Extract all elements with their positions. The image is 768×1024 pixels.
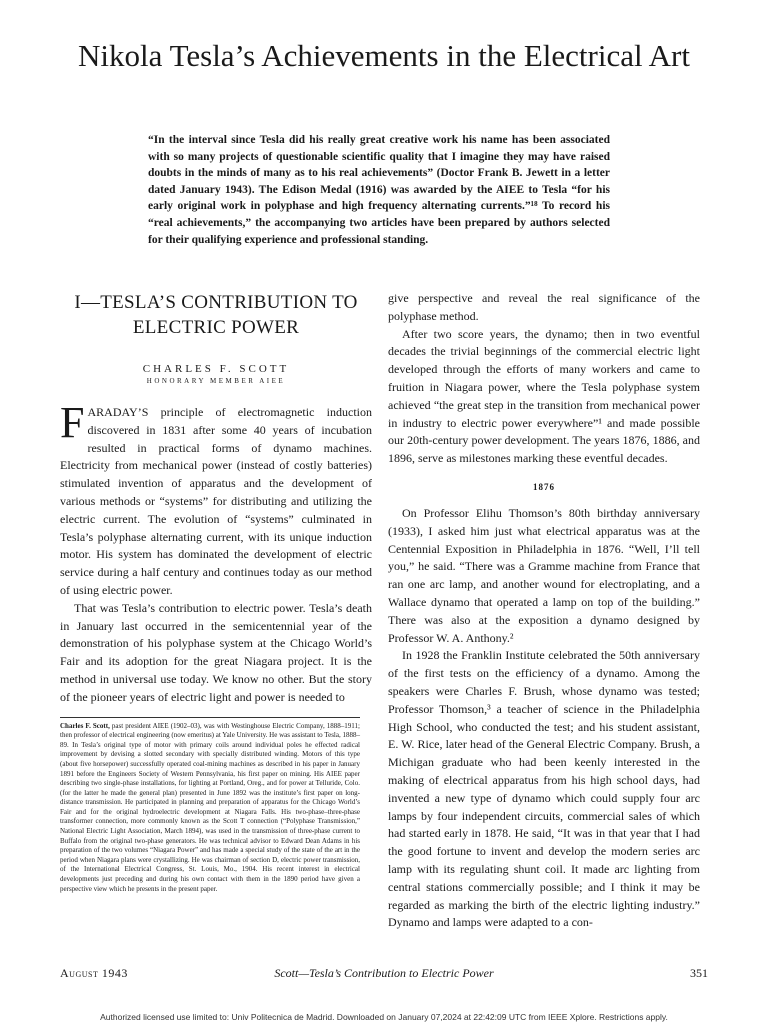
author-footnote	[60, 717, 360, 895]
left-column	[60, 290, 372, 894]
page-footer	[60, 966, 708, 984]
body-paragraph: give perspective and reveal the real significance of the polyphase method.	[388, 291, 700, 323]
article-abstract: “In the interval since Tesla did his really great creative work his name has been associated with so many projects of questionable scientific quality that I imagine they may have raised doubts in the minds of many as to his real achievements” (Doctor Frank B. Jewett in a letter dated January 1943). The Edison Medal (1916) was awarded by the AIEE to Tesla “for his early original work in polyphase and high frequency alternating currents.”¹⁸ To record his “real achievements,” the accompanying two articles have been prepared by authors selected for their qualifying experience and professional standing.	[148, 134, 610, 246]
author-name: CHARLES F. SCOTT	[142, 363, 290, 375]
article-title: Nikola Tesla’s Achievements in the Electrical Art	[78, 38, 690, 73]
drop-cap: F	[60, 398, 85, 447]
page-number: 351	[690, 966, 708, 980]
section-title: I—TESLA’S CONTRIBUTION TO ELECTRIC POWER	[74, 292, 358, 338]
body-paragraph: After two score years, the dynamo; then in two eventful decades the trivial beginnings of the commercial electric light developed through the efforts of many workers and came to fruition in Niagara power, where the Tesla polyphase system achieved “the great step in the transition from mechanical power in industry to electric power everywhere”¹ and made possible our 20th-century power development. The years 1876, 1886, and 1896, serve as milestones marking these eventful decades.	[388, 326, 700, 466]
body-paragraph: On Professor Elihu Thomson’s 80th birthday anniversary (1933), I asked him just what electrical apparatus was at the Centennial Exposition in Philadelphia in 1876. “Well, I’ll tell you,” he said. “There was a Gramme machine from France that ran one arc lamp, and another wound for electroplating, and a Wallace dynamo that operated a lamp on top of the building.” There was also at the exposition a dynamo designed by Professor W. A. Anthony.²	[388, 505, 700, 645]
intro-paragraph	[60, 398, 372, 600]
running-title: Scott—Tesla’s Contribution to Electric Power	[274, 966, 494, 980]
right-column	[388, 290, 700, 932]
year-subheading: 1876	[533, 481, 555, 492]
footnote-text: past president AIEE (1902–03), was with Westinghouse Electric Company, 1888–1911; then professor of electrical engineering (now emeritus) at Yale University. He was assistant to Tesla, 1888–89. In Tesla’s original type of motor with primary coils around individual poles he effected radical improvement by devising a slotted secondary with specially distributed winding. Motors of this type (about five horsepower) successfully operated coal-mining machines as described in his paper in January 1891 before the Engineers Society of Western Pennsylvania, his first paper on mining. His AIEE paper describing two single-phase installations, for lighting at Portland, Oreg., and for power at Telluride, Colo. (for the latter he made the general plan) presented in June 1892 was the institute’s first paper on long-distance transmission. He participated in planning and preparation of apparatus for the Chicago World’s Fair and for the original hydroelectric development at Niagara Falls. His two-phase–three-phase transformer connection, more commonly known as the Scott T connection (“Polyphase Transmission,” National Electric Light Association, March 1894), was used in the transmission of three-phase current to Buffalo from the original two-phase generators. He was technical advisor to Edward Dean Adams in his preparation of the two volumes “Niagara Power” and has made a special study of the state of the art in the period when Niagara plans were crystallizing. He was chairman of section D, electric power transmission, of the International Electrical Congress, St. Louis, Mo., 1904. His recent interest in electrical developments just preceding and during his own contact with them in the 1890 period have given a perspective view which he presents in the present paper.	[60, 721, 360, 893]
issue-date: August 1943	[60, 966, 128, 980]
intro-text: principle of electromagnetic induction discovered in 1831 after some 40 years of incubation resulted in practical forms of dynamo machines. Electricity from mechanical power (instead of costly batteries) stimulated invention of apparatus and the development of various methods or “systems” for distributing and utilizing the electric current. The evolution of “systems” culminated in Tesla’s polyphase alternating current, with its unique induction motor. His system has dominated the development of electric service during a half century and continues today as our method of using electric power.	[60, 405, 372, 597]
body-paragraph: That was Tesla’s contribution to electric power. Tesla’s death in January last occurred in the semicentennial year of the demonstration of his polyphase system at the Chicago World’s Fair and its adoption for the great Niagara project. It is the method in universal use today. We know no other. But the story of the pioneer years of electric light and power is needed to	[60, 600, 372, 704]
license-notice: Authorized licensed use limited to: Univ Politecnica de Madrid. Downloaded on January 07,2024 at 22:42:09 UTC from IEEE Xplore. Restrictions apply.	[100, 1012, 668, 1022]
body-paragraph: In 1928 the Franklin Institute celebrated the 50th anniversary of the first tests on the efficiency of a dynamo. Among the speakers were Charles F. Brush, whose dynamo was tested; Professor Thomson,³ a teacher of science in the Philadelphia High School, who conducted the test; and his student assistant, E. W. Rice, later head of the General Electric Company. Brush, a Michigan graduate who had been keenly interested in the making of electrical apparatus from his high school days, had invented a new type of dynamo which could supply four arc lamps by four independent circuits, commercial sales of which had started early in 1878. He said, “It was in that year that I had the good fortune to invent and develop the modern series arc lamp with its regulating shunt coil. It made arc lighting from central stations commercially possible; and I think it may be regarded as marking the birth of the electric lighting industry.” Dynamo and lamps were adapted to a con-	[388, 648, 700, 930]
author-role: HONORARY MEMBER AIEE	[146, 377, 286, 385]
footnote-author-name: Charles F. Scott,	[60, 721, 110, 730]
intro-lead-word: ARADAY’S	[87, 405, 149, 419]
